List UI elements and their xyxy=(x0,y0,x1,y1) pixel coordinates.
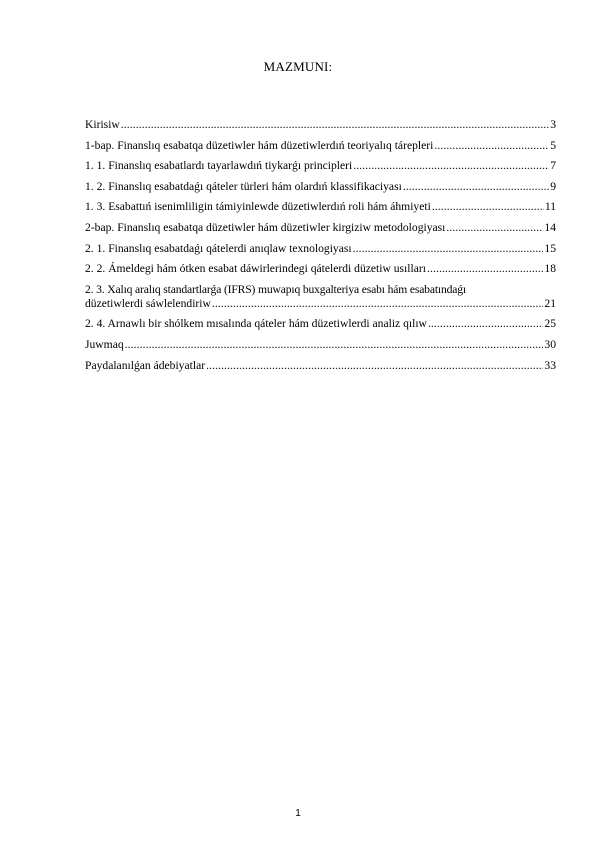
toc-entry-page: 5 xyxy=(550,138,556,152)
toc-entry-label: Juwmaq xyxy=(85,337,124,351)
toc-entry-label: Paydalanılǵan ádebiyatlar xyxy=(85,358,206,372)
toc-entry[interactable] xyxy=(85,242,556,256)
toc-entry-label-continued: düzetiwlerdi sáwlelendiriw xyxy=(85,296,211,310)
toc-entry-page: 9 xyxy=(550,179,556,193)
toc-entry[interactable] xyxy=(85,338,556,352)
toc-entry[interactable] xyxy=(85,262,556,276)
dot-leader xyxy=(432,200,544,214)
toc-entry-page: 18 xyxy=(544,262,556,276)
toc-entry-page: 3 xyxy=(550,118,556,131)
toc-entry[interactable] xyxy=(85,317,556,331)
dot-leader xyxy=(353,159,549,173)
toc-entry[interactable] xyxy=(85,180,556,194)
toc-entry-label: 2. 4. Arnawlı bir shólkem mısalında qáteler hám düzetiwlerdi analiz qılıw xyxy=(85,317,427,331)
toc-entry-label: 1-bap. Finanslıq esabatqa düzetiwler hám düzetiwlerdıń teoriyalıq tárepleri xyxy=(85,138,434,152)
table-of-contents xyxy=(85,118,556,379)
toc-entry-label: 2. 1. Finanslıq esabatdaǵı qátelerdi anıqlaw texnologiyası xyxy=(85,241,352,255)
toc-entry[interactable] xyxy=(85,283,556,311)
toc-entry-page: 30 xyxy=(544,337,556,351)
dot-leader xyxy=(403,180,549,194)
toc-entry-page: 15 xyxy=(544,241,556,255)
toc-entry-label: 2-bap. Finanslıq esabatqa düzetiwler hám düzetiwler kirgiziw metodologiyası xyxy=(85,220,446,234)
toc-entry[interactable] xyxy=(85,200,556,214)
dot-leader xyxy=(446,221,543,235)
toc-entry-label: 1. 1. Finanslıq esabatlardı tayarlawdıń tiykarǵı principleri xyxy=(85,159,353,173)
toc-entry-page: 7 xyxy=(550,159,556,173)
dot-leader xyxy=(121,118,549,132)
dot-leader xyxy=(353,242,544,256)
toc-entry[interactable] xyxy=(85,159,556,173)
toc-entry-label: 1. 3. Esabattıń isenimliligin támiyinlewde düzetiwlerdıń roli hám áhmiyeti xyxy=(85,200,431,214)
toc-entry[interactable] xyxy=(85,221,556,235)
toc-entry-page: 33 xyxy=(544,358,556,372)
dot-leader xyxy=(428,317,543,331)
toc-entry-page: 21 xyxy=(544,296,556,310)
toc-entry-page: 25 xyxy=(544,317,556,331)
toc-entry-label: 2. 3. Xalıq aralıq standartlarǵa (IFRS) muwapıq buxgalteriya esabı hám esabatındaǵı xyxy=(85,282,466,296)
dot-leader xyxy=(125,338,544,352)
toc-entry-page: 14 xyxy=(544,220,556,234)
toc-entry[interactable] xyxy=(85,359,556,373)
toc-entry-label: 2. 2. Ámeldegi hám ótken esabat dáwirlerindegi qátelerdi düzetiw usılları xyxy=(85,262,426,276)
toc-entry-label: Kirisiw xyxy=(85,118,120,131)
dot-leader xyxy=(427,262,543,276)
page-title: MAZMUNI: xyxy=(263,59,333,74)
page-number: 1 xyxy=(295,808,301,819)
dot-leader xyxy=(434,139,549,153)
toc-entry-label: 1. 2. Finanslıq esabatdaǵı qáteler türleri hám olardıń klassifikaciyası xyxy=(85,179,402,193)
toc-entry-page: 11 xyxy=(544,200,556,214)
toc-entry[interactable] xyxy=(85,118,556,132)
dot-leader xyxy=(212,297,544,311)
dot-leader xyxy=(206,359,543,373)
toc-entry[interactable] xyxy=(85,139,556,153)
